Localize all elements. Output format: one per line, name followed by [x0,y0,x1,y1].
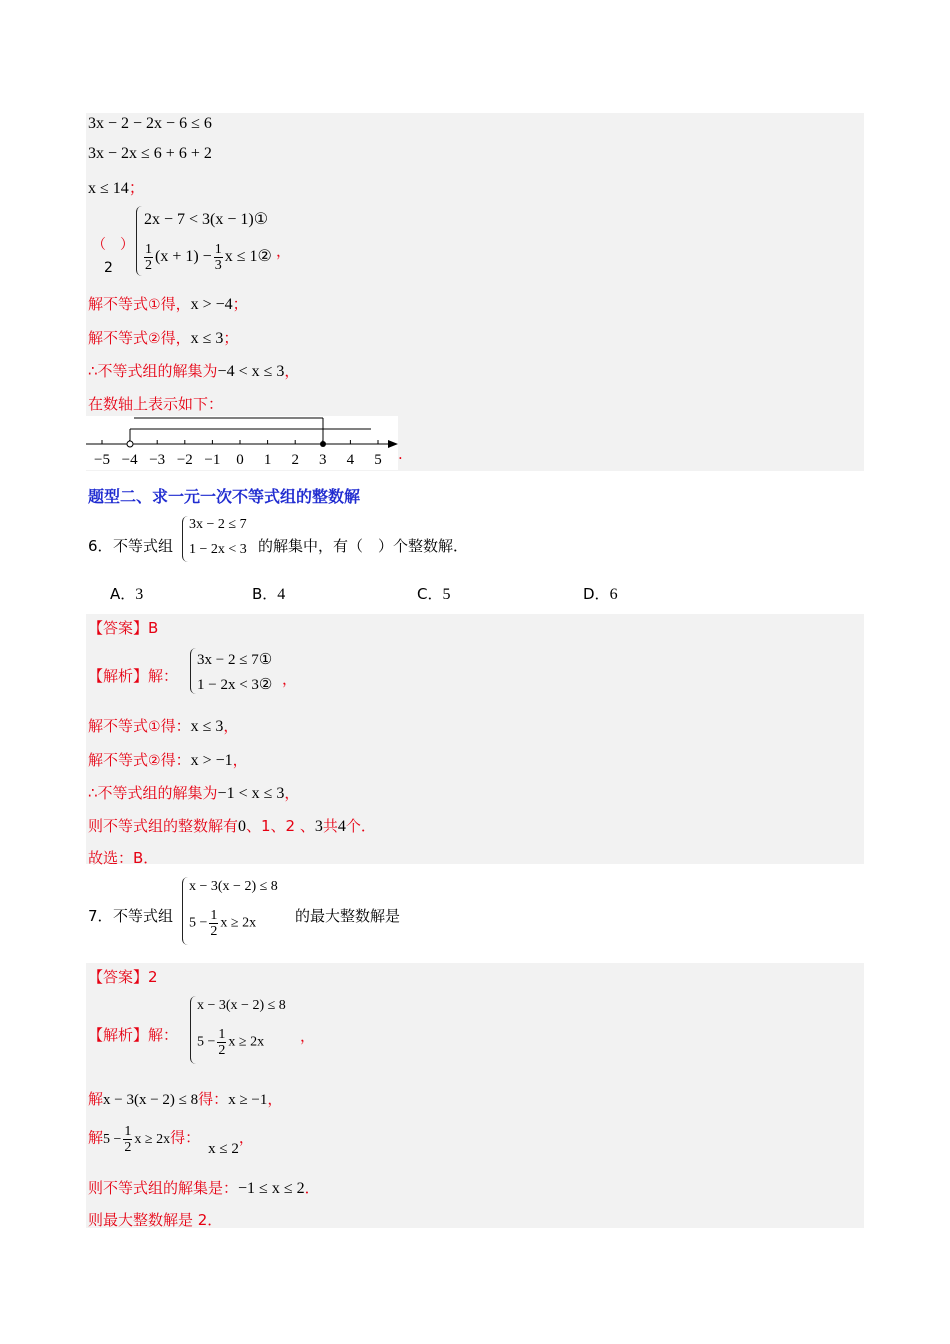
q6-integer-solutions: 则不等式组的整数解有0、1、2 、3共4个． [88,817,376,835]
system-punct: ， [276,242,292,260]
fraction-third: $\frac{1}{3}$ [214,242,222,273]
q6-analysis-tag: 【解析】解： [88,667,179,685]
q7-solve-fraction: $\frac{1}{2}$ [124,1124,132,1155]
solve-line-1: 解不等式①得，x > −4； [88,295,248,313]
q6-solve-line-1: 解不等式①得：x ≤ 3， [88,717,239,735]
system-eq-2-part-a: (x + 1) − [155,248,212,266]
number-line-diagram [86,416,402,470]
step-line-2: 3x − 2x ≤ 6 + 6 + 2 [88,145,212,162]
q6-option-b[interactable]: B．4 [252,585,286,603]
q6-eq-1: 3x − 2 ≤ 7 [189,517,247,532]
part-number: 2 [104,260,113,276]
step-line-3-punct: ； [128,180,145,197]
q6-option-d[interactable]: D．6 [583,585,618,603]
q6-solve-line-2: 解不等式②得：x > −1， [88,751,248,769]
q6-option-a[interactable]: A．3 [110,585,144,603]
q7-brace [182,877,188,945]
part-label: （ ） [92,237,134,253]
q6-solution-set: ∴不等式组的解集为−1 < x ≤ 3， [88,784,300,802]
number-line-label: 0 [236,452,244,468]
system-eq-2-part-b: x ≤ 1② [224,248,272,266]
q7-answer: 【答案】2 [88,968,158,986]
q6-conclusion: 故选：B． [88,849,159,867]
number-line-label: −2 [176,452,193,468]
q7-stem-a: 不等式组 [113,907,174,925]
number-line-label: 2 [291,452,299,468]
q7-analysis-brace [190,996,196,1064]
q6-stem-b: 的解集中，有（ ）个整数解． [258,537,469,555]
number-line-label: 1 [263,452,272,468]
number-line-label: 5 [374,452,382,468]
number-line-end: . [398,445,403,463]
q7-solve-line-2: 解5 − $\frac{1}{2}$ x ≥ 2x得：x ≤ 2， [88,1124,254,1157]
q6-analysis-punct: ， [282,670,298,688]
q7-analysis-fraction: $\frac{1}{2}$ [218,1027,226,1058]
q7-analysis-tag: 【解析】解： [88,1026,179,1044]
system-eq-1: 2x − 7 < 3(x − 1)① [144,211,269,228]
q7-solve-line-1: 解x − 3(x − 2) ≤ 8得：x ≥ −1， [88,1090,283,1108]
q6-analysis-eq-1: 3x − 2 ≤ 7① [197,652,273,668]
number-line-label: 3 [319,452,327,468]
q6-brace [182,516,188,562]
number-line-label: −1 [204,452,221,468]
q6-stem-a: 不等式组 [113,537,174,555]
q6-analysis-brace [190,648,196,694]
number-line-label: −3 [149,452,166,468]
q7-conclusion: 则最大整数解是 2． [88,1211,223,1229]
q7-eq-2: 5 − $\frac{1}{2}$ x ≥ 2x [189,908,257,939]
step-line-1: 3x − 2 − 2x − 6 ≤ 6 [88,115,212,132]
q6-number: 6． [88,537,113,555]
q6-analysis-eq-2: 1 − 2x < 3② [197,677,273,693]
q7-stem-b: 的最大整数解是 [295,907,401,925]
q6-answer: 【答案】B [88,619,159,637]
q6-eq-2: 1 − 2x < 3 [189,542,247,557]
number-line-label: −4 [121,452,138,468]
fraction-half: $\frac{1}{2}$ [145,242,152,273]
step-line-3-expr: x ≤ 14 [88,180,129,197]
number-line-caption: 在数轴上表示如下： [88,395,224,413]
q7-solution-set: 则不等式组的解集是：−1 ≤ x ≤ 2． [88,1179,320,1197]
step-line-3 [88,175,145,198]
solution-set-line: ∴不等式组的解集为−4 < x ≤ 3， [88,362,300,380]
q7-eq-1: x − 3(x − 2) ≤ 8 [189,879,278,894]
system-eq-2 [142,242,272,273]
solve-line-2: 解不等式②得，x ≤ 3； [88,329,239,347]
q7-analysis-punct: ， [300,1027,316,1045]
section-title: 题型二、求一元一次不等式组的整数解 [88,487,361,506]
q7-fraction-half: $\frac{1}{2}$ [210,908,218,939]
q6-option-c[interactable]: C．5 [417,585,451,603]
q7-analysis-eq-2: 5 − $\frac{1}{2}$ x ≥ 2x [197,1027,265,1058]
number-line-label: −5 [94,452,110,468]
q7-analysis-eq-1: x − 3(x − 2) ≤ 8 [197,998,286,1013]
number-line-label: 4 [346,452,355,468]
q7-number: 7． [88,907,113,925]
